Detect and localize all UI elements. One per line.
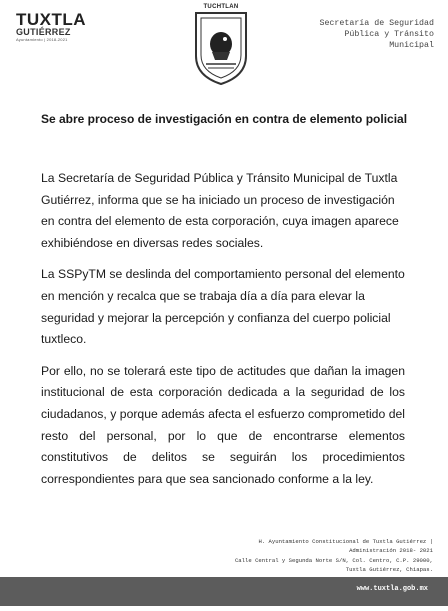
tuchtlan-crest-icon: [190, 4, 252, 86]
paragraph: La Secretaría de Seguridad Pública y Tránsito Municipal de Tuxtla Gutiérrez, informa que se ha iniciado un proceso de investigación en contra del elemento de esta corporación, cuya imagen aparece exhibiéndose en diversas redes sociales.: [41, 171, 399, 250]
document-title: Se abre proceso de investigación en contra de elemento policial: [40, 112, 408, 126]
crest-label: TUCHTLAN: [203, 4, 239, 10]
footer-address: [173, 537, 433, 575]
address-line: H. Ayuntamiento Constitucional de Tuxtla Gutiérrez |: [258, 538, 433, 545]
department-line: Pública y Tránsito: [344, 30, 434, 39]
logo-main-text: TUXTLA: [16, 10, 87, 29]
department-line: Municipal: [389, 41, 434, 50]
department-line: Secretaría de Seguridad: [319, 19, 434, 28]
document-body: [41, 168, 405, 500]
footer-bar: [0, 577, 448, 606]
paragraph: La SSPyTM se deslinda del comportamiento personal del elemento en mención y recalca que se trabaja día a día para elevar la seguridad y mejorar la percepción y confianza del cuerpo policial tuxtleco.: [41, 267, 405, 347]
address-line: Calle Central y Segunda Norte S/N, Col. Centro, C.P. 29000,: [234, 556, 433, 564]
address-line: Administración 2018- 2021: [349, 547, 433, 555]
logo-tiny-text: Ayuntamiento | 2018-2021: [16, 37, 68, 42]
logo-sub-text: GUTIÉRREZ: [16, 27, 71, 37]
website-link[interactable]: www.tuxtla.gob.mx: [356, 585, 428, 593]
department-name: [284, 18, 434, 51]
paragraph: Por ello, no se tolerará este tipo de actitudes que dañan la imagen institucional de esta corporación dedicada a la seguridad de los ciudadanos, y porque además afecta el esfuerzo comprometido del resto del personal, por lo que de encontrarse elementos constitutivos de delitos se seguirán los procedimientos correspondientes para que sea sancionado conforme a la ley.: [41, 363, 405, 486]
address-line: Tuxtla Gutiérrez, Chiapas.: [345, 566, 433, 574]
tuxtla-logo: [16, 12, 100, 43]
